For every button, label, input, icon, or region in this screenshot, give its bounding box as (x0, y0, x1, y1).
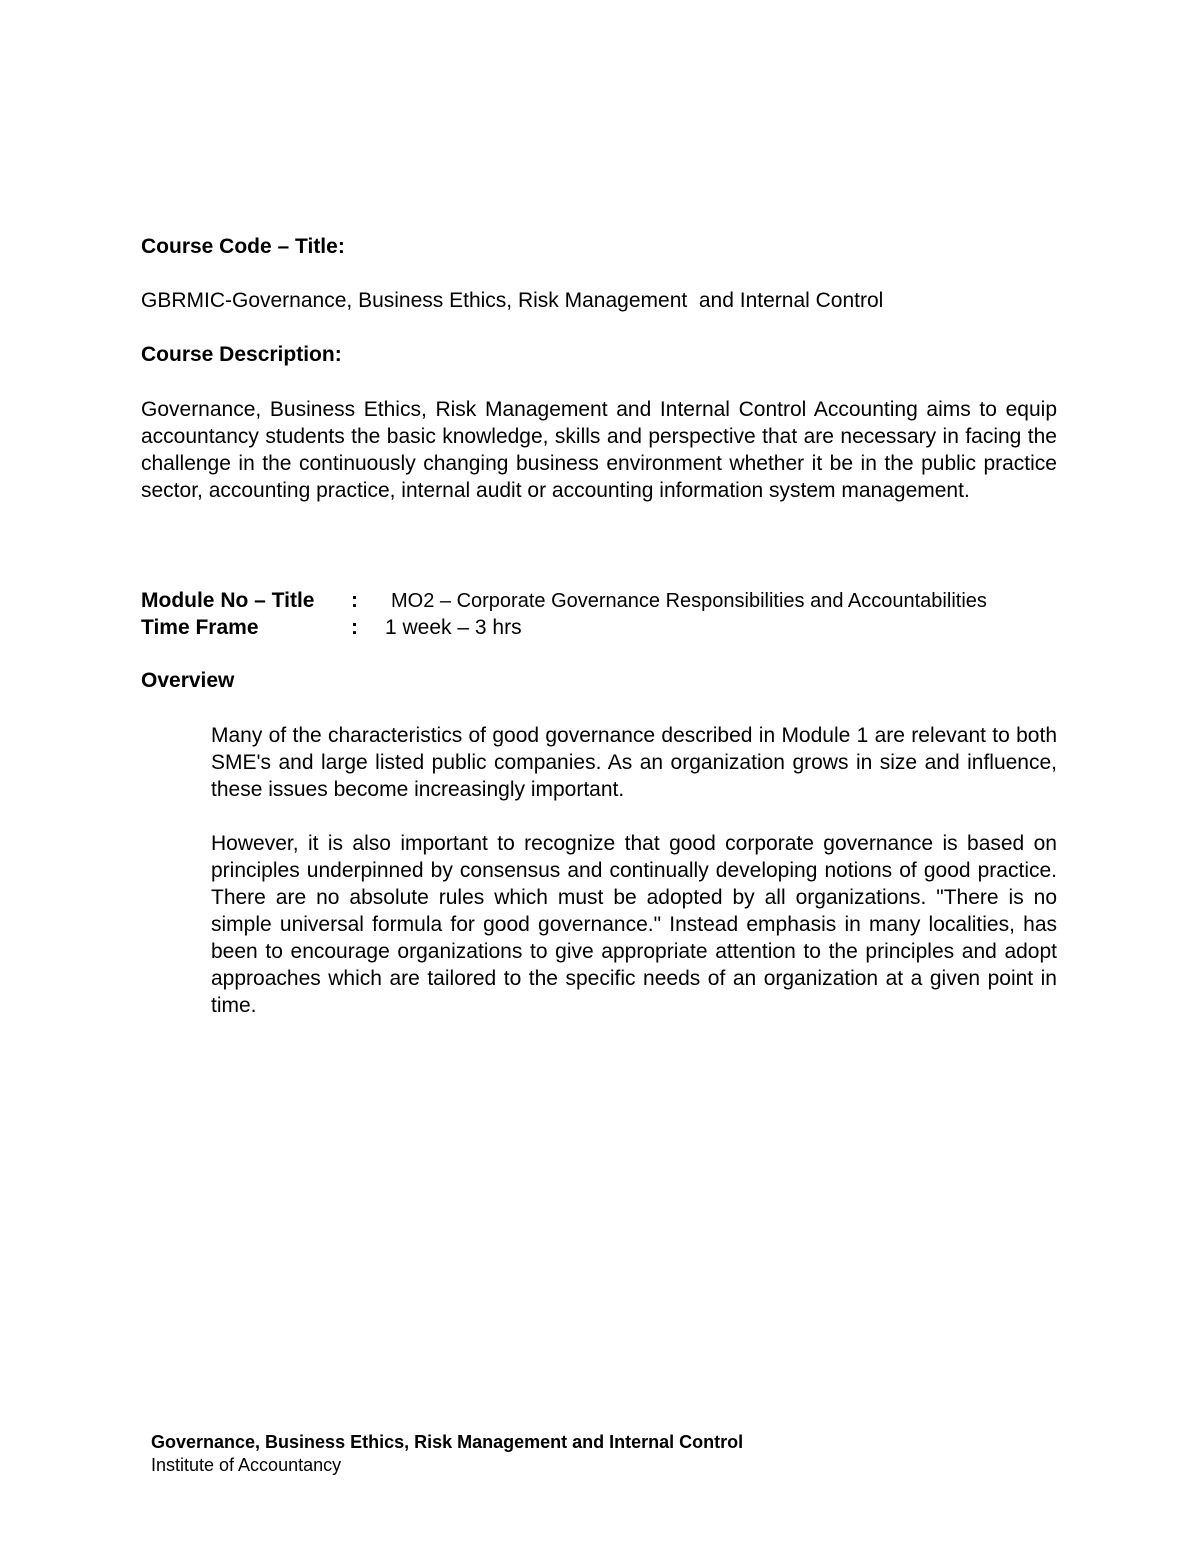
course-code-title-heading: Course Code – Title: (141, 235, 345, 258)
time-frame-row (141, 614, 522, 641)
overview-paragraph: Many of the characteristics of good governance described in Module 1 are relevant to both SME's and large listed public companies. As an organization grows in size and influence, these issues become increasingly important. (211, 724, 1057, 801)
course-code-title: GBRMIC-Governance, Business Ethics, Risk Management and Internal Control (141, 289, 884, 312)
page-footer (151, 1431, 743, 1477)
time-frame-label: Time Frame (141, 616, 259, 639)
module-row (141, 587, 987, 615)
footer-organization: Institute of Accountancy (151, 1455, 342, 1475)
module-value: MO2 – Corporate Governance Responsibilities and Accountabilities (391, 590, 987, 612)
course-description-text: Governance, Business Ethics, Risk Management and Internal Control Accounting aims to equip accountancy students the basic knowledge, skills and perspective that are necessary in facing the challenge in the continuously changing business environment whether it be in the public practice sector, accounting practice, internal audit or accounting information system management. (141, 398, 1057, 502)
course-description-heading: Course Description: (141, 343, 342, 366)
overview-heading: Overview (141, 669, 235, 692)
module-colon: : (351, 589, 358, 612)
time-frame-value: 1 week – 3 hrs (385, 616, 522, 639)
module-label: Module No – Title (141, 589, 315, 612)
overview-paragraph: However, it is also important to recognize that good corporate governance is based on principles underpinned by consensus and continually developing notions of good practice. There are no absolute rules which must be adopted by all organizations. "There is no simple universal formula for good governance." Instead emphasis in many localities, has been to encourage organizations to give appropriate attention to the principles and adopt approaches which are tailored to the specific needs of an organization at a given point in time. (211, 832, 1057, 1017)
footer-title: Governance, Business Ethics, Risk Management and Internal Control (151, 1432, 744, 1452)
time-frame-colon: : (351, 616, 358, 639)
